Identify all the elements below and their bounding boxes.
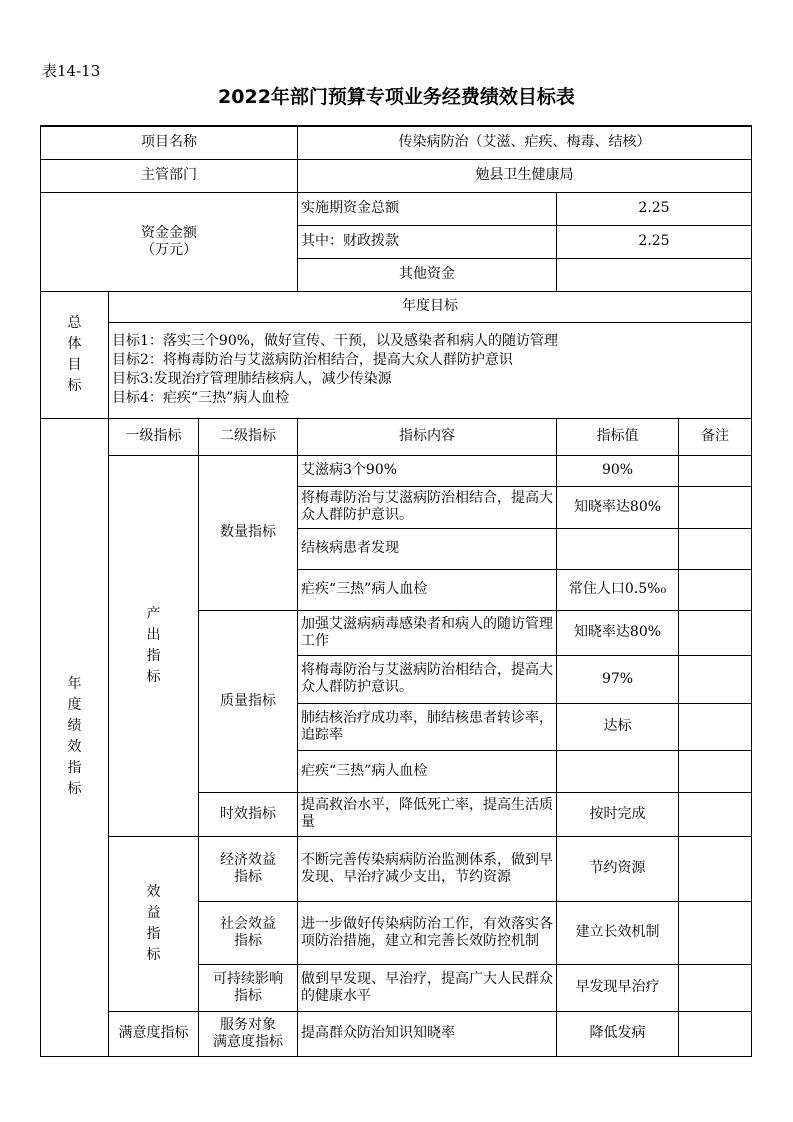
output-indicators-label: 产 出 指 标 [109, 455, 199, 836]
header-content: 指标内容 [298, 418, 557, 455]
indicator-remark [679, 964, 752, 1011]
annual-goals-label: 年度目标 [109, 291, 752, 322]
indicator-value: 建立长效机制 [557, 901, 679, 964]
indicator-remark [679, 750, 752, 792]
indicator-content: 艾滋病3个90% [298, 455, 557, 486]
header-level2: 二级指标 [199, 418, 298, 455]
indicator-content: 将梅毒防治与艾滋病防治相结合，提高大众人群防护意识。 [298, 486, 557, 528]
header-level1: 一级指标 [109, 418, 199, 455]
quality-indicators-label: 质量指标 [199, 610, 298, 792]
indicator-remark [679, 901, 752, 964]
social-benefit-label: 社会效益 指标 [199, 901, 298, 964]
fiscal-funds-value: 2.25 [557, 225, 752, 258]
indicator-remark [679, 455, 752, 486]
indicator-value [557, 528, 679, 569]
header-value: 指标值 [557, 418, 679, 455]
indicator-value: 按时完成 [557, 792, 679, 836]
annual-goals-list [109, 322, 752, 418]
indicator-remark [679, 1011, 752, 1056]
performance-target-table [40, 125, 752, 1057]
total-funds-value: 2.25 [557, 192, 752, 225]
project-name-value: 传染病防治（艾滋、疟疾、梅毒、结核） [298, 126, 752, 159]
total-funds-label: 实施期资金总额 [298, 192, 557, 225]
indicator-remark [679, 569, 752, 610]
indicator-value: 早发现早治疗 [557, 964, 679, 1011]
indicator-value: 降低发病 [557, 1011, 679, 1056]
indicator-value: 90% [557, 455, 679, 486]
indicator-value: 知晓率达80% [557, 610, 679, 655]
economic-benefit-label: 经济效益 指标 [199, 836, 298, 901]
funds-label-line2: （万元） [141, 241, 197, 258]
indicator-content: 进一步做好传染病防治工作，有效落实各项防治措施，建立和完善长效防控机制 [298, 901, 557, 964]
indicator-remark [679, 836, 752, 901]
indicator-value: 97% [557, 655, 679, 703]
goal-item: 目标1：落实三个90%，做好宣传、干预，以及感染者和病人的随访管理 [112, 333, 559, 349]
department-label: 主管部门 [41, 159, 298, 192]
service-satisfaction-label: 服务对象 满意度指标 [199, 1011, 298, 1056]
indicator-content: 做到早发现、早治疗，提高广大人民群众的健康水平 [298, 964, 557, 1011]
indicator-value: 达标 [557, 703, 679, 750]
overall-goals-label: 总 体 目 标 [41, 291, 109, 418]
timeliness-indicators-label: 时效指标 [199, 792, 298, 836]
funds-label [41, 192, 298, 291]
indicator-content: 疟疾“三热”病人血检 [298, 750, 557, 792]
indicator-content: 肺结核治疗成功率，肺结核患者转诊率，追踪率 [298, 703, 557, 750]
indicator-content: 结核病患者发现 [298, 528, 557, 569]
indicator-remark [679, 703, 752, 750]
project-name-label: 项目名称 [41, 126, 298, 159]
sustainable-impact-label: 可持续影响 指标 [199, 964, 298, 1011]
fiscal-funds-label: 其中：财政拨款 [298, 225, 557, 258]
page-title: 2022年部门预算专项业务经费绩效目标表 [218, 86, 575, 108]
goal-item: 目标4：疟疾“三热”病人血检 [112, 390, 290, 406]
indicator-remark [679, 655, 752, 703]
indicator-remark [679, 610, 752, 655]
other-funds-label: 其他资金 [298, 258, 557, 291]
goal-item: 目标3:发现治疗管理肺结核病人，减少传染源 [112, 371, 392, 387]
quantity-indicators-label: 数量指标 [199, 455, 298, 610]
header-remark: 备注 [679, 418, 752, 455]
indicator-value: 节约资源 [557, 836, 679, 901]
indicator-value: 知晓率达80% [557, 486, 679, 528]
department-value: 勉县卫生健康局 [298, 159, 752, 192]
indicator-value: 常住人口0.5%₀ [557, 569, 679, 610]
indicator-remark [679, 792, 752, 836]
indicator-content: 将梅毒防治与艾滋病防治相结合，提高大众人群防护意识。 [298, 655, 557, 703]
satisfaction-indicators-label: 满意度指标 [109, 1011, 199, 1056]
funds-label-line1: 资金金额 [141, 224, 197, 241]
indicator-content: 不断完善传染病病防治监测体系，做到早发现、早治疗减少支出，节约资源 [298, 836, 557, 901]
indicator-value [557, 750, 679, 792]
indicator-content: 加强艾滋病病毒感染者和病人的随访管理工作 [298, 610, 557, 655]
indicator-content: 提高救治水平，降低死亡率，提高生活质量 [298, 792, 557, 836]
benefit-indicators-label: 效 益 指 标 [109, 836, 199, 1011]
indicator-remark [679, 486, 752, 528]
annual-performance-label: 年 度 绩 效 指 标 [41, 418, 109, 1056]
indicator-remark [679, 528, 752, 569]
indicator-content: 提高群众防治知识知晓率 [298, 1011, 557, 1056]
indicator-content: 疟疾“三热”病人血检 [298, 569, 557, 610]
other-funds-value [557, 258, 752, 291]
document-number: 表14-13 [42, 62, 101, 80]
goal-item: 目标2：将梅毒防治与艾滋病防治相结合，提高大众人群防护意识 [112, 352, 513, 368]
